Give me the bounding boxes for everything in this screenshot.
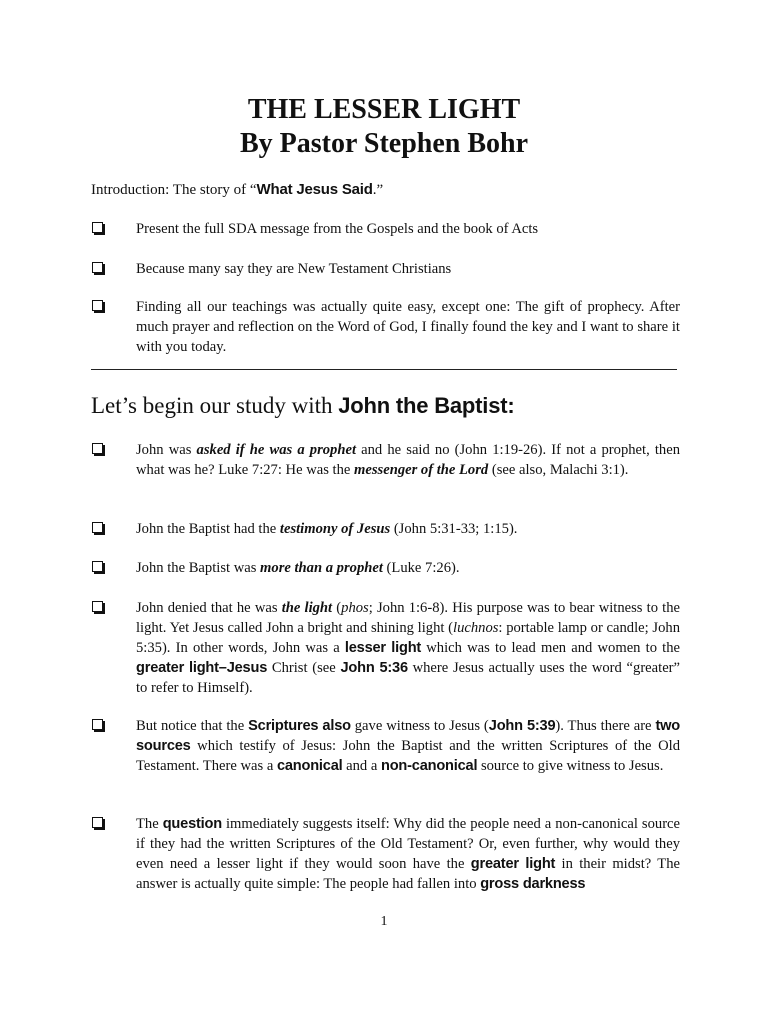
checkbox-icon [92, 262, 103, 273]
study-item-text: John denied that he was the light (phos; John 1:6-8). His purpose was to bear witness to the light. Yet Jesus called John a bright and shining light (luchnos: portable lamp or candle; John 5:35). In other words, John was a lesser light which was to lead men and women to the greater light–Jesus Christ (see John 5:36 where Jesus actually uses the word “greater” to refer to Himself). [136, 600, 681, 696]
study-item-text: John was asked if he was a prophet and he said no (John 1:19-26). If not a prophet, then what was he? Luke 7:27: He was the messenger of the Lord (see also, Malachi 3:1). [136, 442, 680, 478]
horizontal-divider [91, 369, 677, 370]
study-item [91, 440, 691, 500]
section-heading-emphasis: John the Baptist [338, 393, 508, 418]
checkbox-icon [92, 522, 103, 533]
study-item [91, 558, 691, 578]
intro-item-text: Because many say they are New Testament Christians [136, 261, 452, 277]
checkbox-icon [92, 719, 103, 730]
document-title: THE LESSER LIGHT [247, 94, 521, 125]
study-item-text: John the Baptist had the testimony of Jesus (John 5:31-33; 1:15). [136, 521, 518, 537]
checkbox-icon [92, 561, 103, 572]
section-heading [91, 393, 515, 419]
checkbox-icon [92, 222, 103, 233]
intro-emphasis: What Jesus Said [256, 181, 373, 198]
intro-prefix: Introduction: The story of “ [91, 182, 257, 198]
study-item-text: John the Baptist was more than a prophet (Luke 7:26). [136, 560, 460, 576]
intro-suffix: .” [372, 182, 384, 198]
checkbox-icon [92, 817, 103, 828]
intro-item [91, 219, 691, 239]
study-item [91, 519, 691, 539]
intro-item [91, 259, 691, 279]
study-item-text: But notice that the Scriptures also gave witness to Jesus (John 5:39). Thus there are two sources which testify of Jesus: John the Baptist and the written Scriptures of the Old Testament. There was a canonical and a non-canonical source to give witness to Jesus. [136, 718, 680, 774]
section-heading-prefix: Let’s begin our study with [91, 393, 339, 418]
checkbox-icon [92, 601, 103, 612]
checkbox-icon [92, 300, 103, 311]
study-item-text: The question immediately suggests itself: Why did the people need a non-canonical source if they had the written Scriptures of the Old Testament? Or, even further, why would they even need a lesser light if they would soon have the greater light in their midst? The answer is actually quite simple: The people had fallen into gross darkness [136, 816, 681, 892]
section-heading-suffix: : [507, 393, 515, 418]
document-subtitle: By Pastor Stephen Bohr [239, 128, 529, 159]
checkbox-icon [92, 443, 103, 454]
intro-item-text: Finding all our teachings was actually quite easy, except one: The gift of prophecy. After much prayer and reflection on the Word of God, I finally found the key and I want to share it with you today. [136, 299, 680, 355]
study-item [91, 814, 691, 894]
intro-line [91, 181, 383, 199]
study-item [91, 716, 691, 796]
study-item [91, 598, 691, 698]
page-number: 1 [380, 914, 388, 929]
intro-item [91, 297, 691, 357]
intro-item-text: Present the full SDA message from the Gospels and the book of Acts [136, 221, 539, 237]
